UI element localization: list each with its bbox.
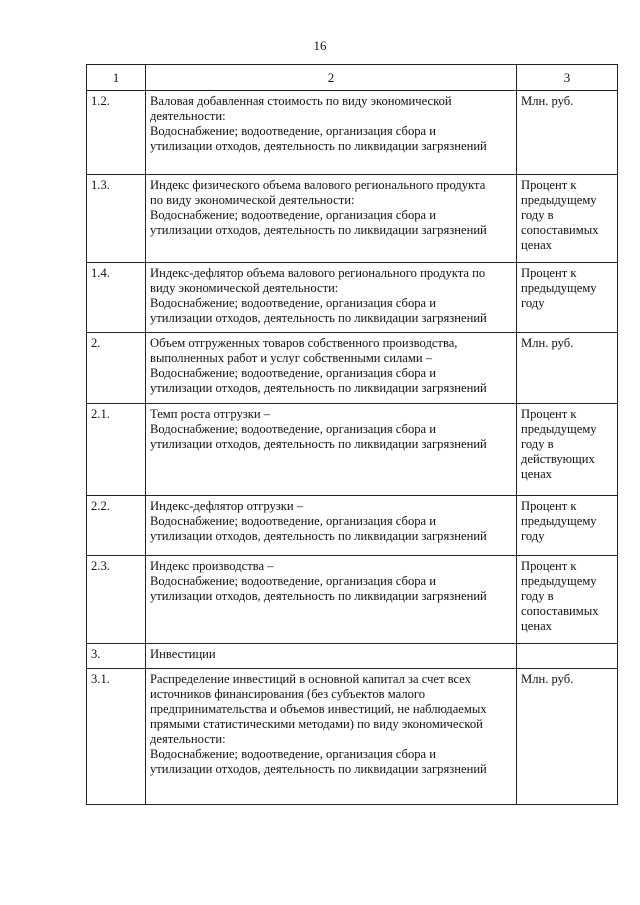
description-line: утилизации отходов, деятельность по ликвидации загрязнений (150, 762, 487, 776)
row-number: 2. (87, 333, 146, 404)
description-line: Распределение инвестиций в основной капитал за счет всех (150, 672, 471, 686)
row-number: 2.2. (87, 496, 146, 556)
description-line: Водоснабжение; водоотведение, организация сбора и (150, 208, 437, 222)
description-line: виду экономической деятельности: (150, 281, 339, 295)
unit-line: предыдущему (521, 514, 597, 528)
unit-line: ценах (521, 467, 552, 481)
unit-line: году в (521, 437, 554, 451)
unit-of-measure (517, 91, 618, 175)
description-line: утилизации отходов, деятельность по ликвидации загрязнений (150, 529, 487, 543)
indicator-description (146, 404, 517, 496)
description-line: прямыми статистическими методами) по виду экономической (150, 717, 483, 731)
table-header-row (87, 65, 618, 91)
description-line: Водоснабжение; водоотведение, организация сбора и (150, 296, 437, 310)
unit-line: Процент к (521, 559, 577, 573)
description-line: Индекс производства – (150, 559, 274, 573)
description-line: Водоснабжение; водоотведение, организация сбора и (150, 514, 437, 528)
page-number: 16 (313, 38, 327, 53)
unit-line: ценах (521, 619, 552, 633)
indicators-table (86, 64, 618, 805)
unit-of-measure (517, 669, 618, 805)
table-row (87, 404, 618, 496)
indicator-description (146, 91, 517, 175)
unit-of-measure (517, 175, 618, 263)
unit-line: сопоставимых (521, 604, 599, 618)
description-line: Водоснабжение; водоотведение, организация сбора и (150, 747, 437, 761)
unit-of-measure (517, 333, 618, 404)
unit-of-measure (517, 556, 618, 644)
row-number: 1.3. (87, 175, 146, 263)
table-row (87, 91, 618, 175)
table-row (87, 263, 618, 333)
row-number: 3.1. (87, 669, 146, 805)
description-line: Водоснабжение; водоотведение, организация сбора и (150, 124, 437, 138)
indicator-description (146, 263, 517, 333)
unit-line: году (521, 529, 545, 543)
unit-of-measure (517, 644, 618, 669)
description-line: утилизации отходов, деятельность по ликвидации загрязнений (150, 381, 487, 395)
unit-line: Процент к (521, 266, 577, 280)
indicator-description (146, 175, 517, 263)
description-line: Водоснабжение; водоотведение, организация сбора и (150, 422, 437, 436)
column-header-2: 2 (146, 65, 517, 91)
description-line: по виду экономической деятельности: (150, 193, 355, 207)
description-line: Индекс-дефлятор отгрузки – (150, 499, 304, 513)
table-row (87, 175, 618, 263)
description-line: источников финансирования (без субъектов малого (150, 687, 426, 701)
table-row (87, 669, 618, 805)
unit-line: году в (521, 589, 554, 603)
description-line: утилизации отходов, деятельность по ликвидации загрязнений (150, 589, 487, 603)
unit-line: году в (521, 208, 554, 222)
unit-line: предыдущему (521, 422, 597, 436)
unit-line: Млн. руб. (521, 672, 574, 686)
description-line: утилизации отходов, деятельность по ликвидации загрязнений (150, 139, 487, 153)
unit-line: Процент к (521, 407, 577, 421)
description-line: Водоснабжение; водоотведение, организация сбора и (150, 574, 437, 588)
table-row (87, 644, 618, 669)
indicator-description (146, 669, 517, 805)
unit-of-measure (517, 404, 618, 496)
row-number: 1.4. (87, 263, 146, 333)
unit-line: Млн. руб. (521, 336, 574, 350)
row-number: 2.3. (87, 556, 146, 644)
unit-line: ценах (521, 238, 552, 252)
unit-line: предыдущему (521, 281, 597, 295)
unit-line: Млн. руб. (521, 94, 574, 108)
description-line: утилизации отходов, деятельность по ликвидации загрязнений (150, 311, 487, 325)
table-row (87, 333, 618, 404)
description-line: Инвестиции (150, 647, 216, 661)
unit-line: действующих (521, 452, 595, 466)
unit-line: сопоставимых (521, 223, 599, 237)
column-header-3: 3 (517, 65, 618, 91)
row-number: 1.2. (87, 91, 146, 175)
row-number: 2.1. (87, 404, 146, 496)
description-line: Индекс-дефлятор объема валового регионального продукта по (150, 266, 486, 280)
description-line: Объем отгруженных товаров собственного производства, (150, 336, 458, 350)
indicator-description (146, 644, 517, 669)
unit-line: году (521, 296, 545, 310)
unit-of-measure (517, 496, 618, 556)
description-line: Индекс физического объема валового регионального продукта (150, 178, 486, 192)
indicator-description (146, 333, 517, 404)
table-row (87, 496, 618, 556)
row-number: 3. (87, 644, 146, 669)
description-line: деятельности: (150, 109, 226, 123)
table-row (87, 556, 618, 644)
unit-line: предыдущему (521, 574, 597, 588)
indicator-description (146, 556, 517, 644)
unit-line: Процент к (521, 178, 577, 192)
description-line: Водоснабжение; водоотведение, организация сбора и (150, 366, 437, 380)
description-line: выполненных работ и услуг собственными силами – (150, 351, 433, 365)
unit-line: предыдущему (521, 193, 597, 207)
description-line: деятельности: (150, 732, 226, 746)
unit-of-measure (517, 263, 618, 333)
description-line: утилизации отходов, деятельность по ликвидации загрязнений (150, 223, 487, 237)
indicator-description (146, 496, 517, 556)
description-line: Валовая добавленная стоимость по виду экономической (150, 94, 452, 108)
description-line: утилизации отходов, деятельность по ликвидации загрязнений (150, 437, 487, 451)
unit-line: Процент к (521, 499, 577, 513)
description-line: предпринимательства и объемов инвестиций, не наблюдаемых (150, 702, 487, 716)
column-header-1: 1 (87, 65, 146, 91)
description-line: Темп роста отгрузки – (150, 407, 271, 421)
